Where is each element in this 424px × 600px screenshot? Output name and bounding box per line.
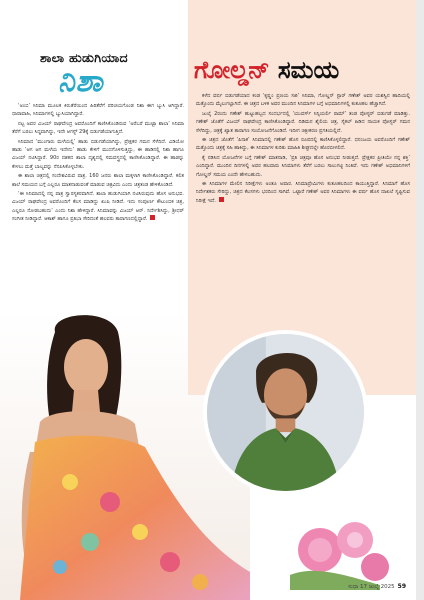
edition-label: ಸುಧಾ 17 ಜುಲೈ 2025 bbox=[348, 584, 395, 590]
right-paragraph: ಈ ಚಿತ್ರದ ಜೊತೆಗೆ ‘ಪಿನಾಕ’ ಸಿನಿಮಾದಲ್ಲಿ ಗಣೇಶ್ ಹೊಸ ರೂಪದಲ್ಲಿ ಕಾಣಿಸಿಕೊಳ್ಳಲಿದ್ದಾರೆ. ಧನಂಜಯ ಅವರೊಂದಿಗೆ ಗಣೇಶ್ ಮತ್ತೊಂದು ಚಿತ್ರಕ್ಕೆ ಸಹಿ ಹಾಕಿದ್ದು, ಈ ಸಿನಿಮಾಗಳ ಕುರಿತು ಮಾಹಿತಿ ಶೀಘ್ರದಲ್ಲೇ ಹೊರಬೀಳಲಿದೆ. bbox=[196, 137, 410, 152]
right-article-heading bbox=[194, 56, 414, 84]
right-paragraph: ಕೈ ನಡಿಸಿದ ಯೋಜನೆಗಳ ಬಗ್ಗೆ ಗಣೇಶ್ ಮಾತನಾಡಿ, ‘ಪ್ರತಿ ಚಿತ್ರವೂ ಹೊಸ ಅನುಭವ ನೀಡುತ್ತದೆ. ಪ್ರೇಕ್ಷಕರ ಪ್ರೀತಿಯೇ ನನ್ನ ಶಕ್ತಿ’ ಎಂದಿದ್ದಾರೆ. ಮುಂದಿನ ದಿನಗಳಲ್ಲಿ ಅವರ ಹಲವಾರು ಸಿನಿಮಾಗಳು ತೆರೆಗೆ ಬರಲು ಸಾಲುಗಟ್ಟಿ ನಿಂತಿವೆ. ಇದು ಗಣೇಶ್ ಅಭಿಮಾನಿಗಳಿಗೆ ಗೋಲ್ಡನ್ ಸಮಯ ಎಂದೇ ಹೇಳಬಹುದು. bbox=[196, 154, 410, 178]
left-article-script-title: ನಿಶಾ bbox=[58, 64, 104, 99]
end-mark-icon bbox=[150, 215, 155, 220]
man-portrait-photo bbox=[203, 330, 368, 495]
left-paragraph: ಈ ಶಾಲಾ ಚಿತ್ರದಲ್ಲಿ ಸಂದೇಶವಿರುವ ಪಾತ್ರ. 160 ಜನರು ಶಾಲಾ ಮಕ್ಕಳಾಗಿ ಕಾಣಿಸಿಕೊಂಡಿದ್ದಾರೆ. ಕಲಿತ ಶಾಲೆ ಸಮಯದ ಬಗ್ಗೆ ಎಲ್ಲರೂ ಮಾತನಾಡುವಂತೆ ಮಾಡುವ ಚಿತ್ರವಿದು ಎಂದು ಚಿತ್ರತಂಡ ಹೇಳಿಕೊಂಡಿದೆ. bbox=[12, 173, 184, 188]
man-in-green-shirt-illustration bbox=[207, 334, 364, 491]
page-number: 59 bbox=[397, 583, 406, 590]
left-paragraph: ‘ಅಂಬಿ’ ಸಿನಿಮಾ ಮೂಲಕ ಕಿರುತೆರೆಯಿಂದ ಹಿರಿತೆರೆಗೆ ಪರಿಚಯಗೊಂಡ ನಿಶಾ ಈಗ ಬ್ಯುಸಿ ಆಗಿದ್ದಾರೆ. ಧಾರಾವಾಹಿ, ಸಿನಿಮಾಗಳಲ್ಲಿ ಬ್ಯುಸಿಯಾಗಿದ್ದಾರೆ. bbox=[12, 103, 184, 118]
right-heading-black: ಸಮಯ bbox=[277, 56, 340, 84]
left-article-heading: ಶಾಲಾ ಹುಡುಗಿಯಾದ bbox=[40, 50, 128, 65]
end-mark-icon bbox=[219, 197, 224, 202]
right-heading-red: ಗೋಲ್ಡನ್ bbox=[194, 56, 270, 84]
right-paragraph: ಈ ಸಿನಿಮಾಗಳ ಮೇಲಿನ ನಿರೀಕ್ಷೆಗಳು ಅಂತೂ ಅಪಾರ. ಸಿನಿಮಾಪ್ರೇಮಿಗಳು ಕುತೂಹಲದಿಂದ ಕಾಯುತ್ತಿದ್ದಾರೆ. ಸಿನಿಮಾಗೆ ಹೊಸ ನಿರ್ದೇಶಕರು ಸೇರಿದ್ದು, ಚಿತ್ರದ ಕೆಲಸಗಳು ಭರದಿಂದ ಸಾಗಿವೆ. ಒಟ್ಟಾರೆ ಗಣೇಶ್ ಅವರ ಸಿನಿಮಾಗಳು ಈ ವರ್ಷ ಹೊಸ ದಾಖಲೆ ಸೃಷ್ಟಿಸುವ ನಿರೀಕ್ಷೆ ಇದೆ. bbox=[196, 181, 410, 204]
page-edge bbox=[416, 0, 424, 600]
right-paragraph: ಕಳೆದ ವರ್ಷ ಬಿಡುಗಡೆಯಾದ ಕಂಡ ‘ಕೃಷ್ಣಂ ಪ್ರಣಯ ಸಖಿ’ ಸಿನಿಮಾ, ಗೋಲ್ಡನ್ ಸ್ಟಾರ್ ಗಣೇಶ್ ಅವರ ಯಶಸ್ವಿನ ಹಾದಿಯಲ್ಲಿ ಮತ್ತೊಂದು ಮೈಲುಗಲ್ಲಾಗಿದೆ. ಈ ಚಿತ್ರದ ಬಳಿಕ ಅವರ ಮುಂದಿನ ಸಿನಿಮಾಗಳ ಬಗ್ಗೆ ಅಭಿಮಾನಿಗಳಲ್ಲಿ ಕುತೂಹಲ ಹೆಚ್ಚಾಗಿದೆ. bbox=[196, 93, 410, 108]
left-paragraph: ‘ಈ ಸಿನಿಮಾದಲ್ಲಿ ನನ್ನ ಪಾತ್ರ ಸ್ವಾರಸ್ಯಕರವಾಗಿದೆ. ಶಾಲಾ ಹುಡುಗಿಯಾಗಿ ನಟಿಸಿರುವುದು ಹೊಸ ಅನುಭವ. ವಿಜಯ್ ರಾಘವೇಂದ್ರ ಅವರೊಂದಿಗೆ ಕೆಲಸ ಮಾಡಿದ್ದು ಖುಷಿ ನೀಡಿದೆ. ಇದು ಸಂಪೂರ್ಣ ಕೌಟುಂಬಿಕ ಚಿತ್ರ, ಎಲ್ಲರೂ ನೋಡಬಹುದು’ ಎಂದು ನಿಶಾ ಹೇಳಿದ್ದಾರೆ. ಸಿನಿಮಾವನ್ನು ವಿಜಯ್ ಆರ್. ನಿರ್ದೇಶಿಸಿದ್ದು, ಶ್ರೀಧರ್ ಸಂಗೀತ ನೀಡಿದ್ದಾರೆ. ಆಕಾಶ್ ಹಾಗೂ ಪ್ರತಿಭಾ ಸೇರಿದಂತೆ ಹಲವರು ತಾರಾಗಣದಲ್ಲಿದ್ದಾರೆ. bbox=[12, 191, 184, 223]
page-footer bbox=[348, 583, 406, 591]
flower-icon bbox=[285, 505, 405, 590]
left-article-body bbox=[12, 102, 184, 225]
pink-flowers-decoration bbox=[285, 505, 405, 590]
left-paragraph: ನಟ್ಟ ಅವರ ವಿಜಯ್ ರಾಘವೇಂದ್ರ ಅವರೊಂದಿಗೆ ಕಾಣಿಸಿಕೊಂಡಿರುವ ‘ಅರೆಬರೆ ಮುಟ್ಟಾ ಶಾಲಾ’ ಸಿನಿಮಾ ತೆರೆಗೆ ಬರಲು ಸಿದ್ಧವಾಗಿದ್ದು, ಇದೇ ಆಗಸ್ಟ್ 29ಕ್ಕೆ ಬಿಡುಗಡೆಯಾಗುತ್ತಿದೆ. bbox=[12, 120, 184, 136]
left-paragraph: ಸಿನಿಮಾದ ‘ಮುಂಗಾರು ಮಳೆಯಲ್ಲಿ’ ಹಾಡು ಬಿಡುಗಡೆಯಾಗಿದ್ದು, ಪ್ರೇಕ್ಷಕರ ಗಮನ ಸೆಳೆದಿದೆ. ವಿಡಿಯೋ ಹಾಡು ‘ಆಗ ಆಗ ಮಳೆಯ ಇದೇನು’ ಹಾಡು ಕೇಳಿಗೆ ಮುದಗೊಳಿಸುತ್ತಿದ್ದು, ಈ ಹಾಡಿನಲ್ಲಿ ನಿಶಾ ಹಾಗೂ ವಿಜಯ್ ನಟಿಸಿದ್ದಾರೆ. 90ರ ದಶಕದ ಶಾಲಾ ದೃಶ್ಯದಲ್ಲಿ ಸಮವಸ್ತ್ರದಲ್ಲಿ ಕಾಣಿಸಿಕೊಂಡಿದ್ದಾರೆ. ಈ ಹಾಡನ್ನು ಕೇಳಲು ಮತ್ತೆ ಬಾಲ್ಯವನ್ನು ನೆನಪಿಸಿಕೊಳ್ಳಬೇಕು. bbox=[12, 138, 184, 170]
right-paragraph: ಜುಲೈ 2ರಂದು ಗಣೇಶ್ ಹುಟ್ಟುಹಬ್ಬದ ಸಂದರ್ಭದಲ್ಲಿ ‘ಯುವರ್ಸ್ ಸಿನ್ಸಿಯರ್ಲಿ ರಾಮ್’ ತಂಡ ಪೋಸ್ಟರ್ ಬಿಡುಗಡೆ ಮಾಡಿತ್ತು. ಗಣೇಶ್ ಜೊತೆಗೆ ವಿಜಯ್ ರಾಘವೇಂದ್ರ ಕಾಣಿಸಿಕೊಂಡಿದ್ದಾರೆ. ದಿಡಿಮನ ಶೈಲಿಯ ಚಿತ್ರ, ಸೈಕಲ್ ಹಿಡಿದ ನಾಯಕ ಪೋಸ್ಟರ್ ಗಮನ ಸೆಳೆದಿದ್ದು, ಚಿತ್ರಕ್ಕೆ ಖ್ಯಾತ ತಾರಾಗಣ ಸಂಯೋಜನೆಗೊಂಡಿದೆ. ಇದೀಗ ಚಿತ್ರೀಕರಣ ಪ್ರಗತಿಯಲ್ಲಿದೆ. bbox=[196, 110, 410, 134]
right-article-body bbox=[196, 92, 410, 206]
